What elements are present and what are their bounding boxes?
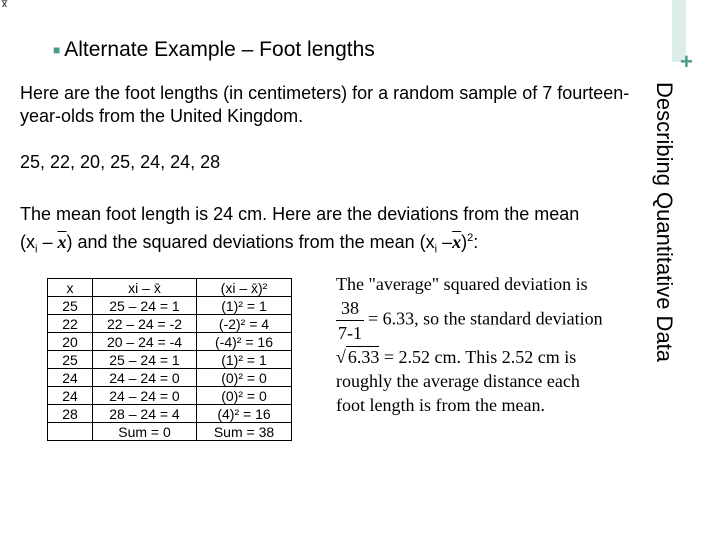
fraction-denominator: 7-1 bbox=[338, 323, 362, 343]
sqrt-icon: √ bbox=[336, 347, 346, 367]
header-deviation: xi – x̄ bbox=[93, 279, 197, 297]
header-x: x bbox=[48, 279, 93, 297]
table-header-row bbox=[48, 279, 292, 297]
header-squared-deviation: (xi – x̄)² bbox=[197, 279, 292, 297]
fraction-numerator: 38 bbox=[336, 296, 364, 321]
text-fragment: (x bbox=[20, 232, 35, 252]
table-row bbox=[48, 405, 292, 423]
cell-deviation: 24 – 24 = 0 bbox=[93, 387, 197, 405]
text-fragment: ) and the squared deviations from the mean (x bbox=[66, 232, 435, 252]
mean-line-1: The mean foot length is 24 cm. Here are the deviations from the mean bbox=[20, 204, 580, 224]
subscript-i: i bbox=[434, 243, 438, 256]
cell-deviation: 25 – 24 = 1 bbox=[93, 351, 197, 369]
cell-deviation: 25 – 24 = 1 bbox=[93, 297, 197, 315]
cell-deviation: 22 – 24 = -2 bbox=[93, 315, 197, 333]
cell-deviation: 28 – 24 = 4 bbox=[93, 405, 197, 423]
cell-deviation: 20 – 24 = -4 bbox=[93, 333, 197, 351]
cell-x: 25 bbox=[48, 297, 93, 315]
xbar-symbol: $\overline{x}$ bbox=[57, 232, 67, 252]
square-bullet-icon: ■ bbox=[53, 43, 61, 57]
cell-squared: (4)² = 16 bbox=[197, 405, 292, 423]
explain-line-4: roughly the average distance each bbox=[336, 371, 580, 391]
sum-deviations: Sum = 0 bbox=[93, 423, 197, 441]
slide-heading bbox=[53, 38, 375, 62]
cell-x: 24 bbox=[48, 387, 93, 405]
table-row bbox=[48, 297, 292, 315]
heading-text: Alternate Example – Foot lengths bbox=[64, 38, 375, 61]
table-row bbox=[48, 387, 292, 405]
explain-line-2 bbox=[336, 296, 626, 345]
text-fragment: – bbox=[437, 232, 453, 252]
cell-x: 28 bbox=[48, 405, 93, 423]
table-row bbox=[48, 315, 292, 333]
cell-squared: (0)² = 0 bbox=[197, 369, 292, 387]
table-row bbox=[48, 369, 292, 387]
cell-squared: (-4)² = 16 bbox=[197, 333, 292, 351]
explain-line-5: foot length is from the mean. bbox=[336, 395, 545, 415]
cell-squared: (1)² = 1 bbox=[197, 297, 292, 315]
explain-line-1: The "average" squared deviation is bbox=[336, 274, 588, 294]
text-fragment: ) bbox=[461, 232, 468, 252]
cell-squared: (0)² = 0 bbox=[197, 387, 292, 405]
xbar-corner-mark: x̅ bbox=[2, 0, 7, 10]
cell-deviation: 24 – 24 = 0 bbox=[93, 369, 197, 387]
std-dev-explanation bbox=[336, 272, 626, 417]
side-title: Describing Quantitative Data bbox=[652, 82, 677, 363]
plus-icon: + bbox=[680, 49, 693, 74]
table-row bbox=[48, 333, 292, 351]
mean-line-2 bbox=[20, 226, 670, 262]
fraction bbox=[336, 296, 364, 345]
sum-squared: Sum = 38 bbox=[197, 423, 292, 441]
subscript-i: i bbox=[35, 243, 38, 256]
cell-x: 20 bbox=[48, 333, 93, 351]
cell-x: 25 bbox=[48, 351, 93, 369]
xbar-symbol: $\overline{x}$ bbox=[452, 232, 462, 252]
data-values: 25, 22, 20, 25, 24, 24, 28 bbox=[20, 152, 221, 172]
cell-squared: (-2)² = 4 bbox=[197, 315, 292, 333]
superscript-2: 2 bbox=[467, 232, 474, 244]
explain-line-3-text: = 2.52 cm. This 2.52 cm is bbox=[383, 347, 577, 367]
intro-paragraph: Here are the foot lengths (in centimeters) for a random sample of 7 fourteen-year-olds from the United Kingdom. bbox=[20, 83, 630, 126]
cell-x: 22 bbox=[48, 315, 93, 333]
text-fragment: – bbox=[37, 232, 58, 252]
explain-line-2-text: = 6.33, so the standard deviation bbox=[368, 308, 603, 329]
text-fragment: : bbox=[473, 232, 479, 252]
cell-squared: (1)² = 1 bbox=[197, 351, 292, 369]
sqrt-value: 6.33 bbox=[347, 347, 380, 367]
cell-empty bbox=[48, 423, 93, 441]
table-totals-row bbox=[48, 423, 292, 441]
explain-line-3 bbox=[336, 345, 626, 369]
table-row bbox=[48, 351, 292, 369]
cell-x: 24 bbox=[48, 369, 93, 387]
deviations-table bbox=[47, 278, 292, 441]
mean-paragraph bbox=[20, 202, 670, 262]
